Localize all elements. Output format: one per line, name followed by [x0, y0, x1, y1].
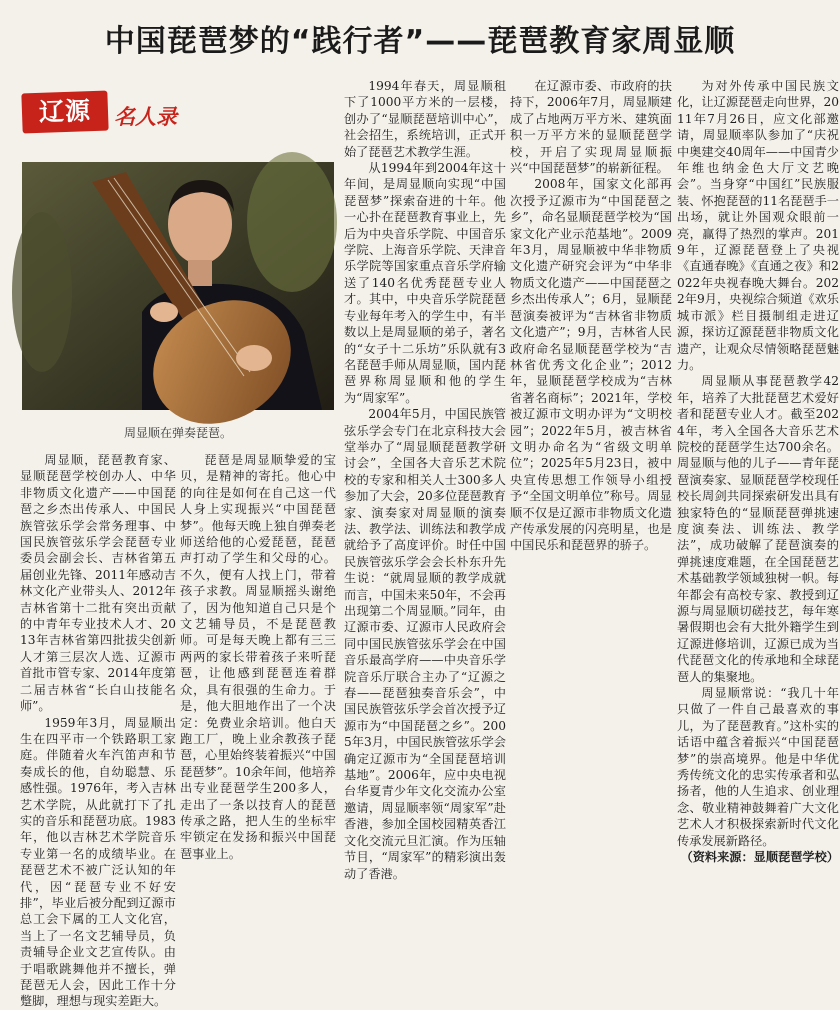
text-column-1	[20, 452, 176, 1009]
paragraph-bio: 周显顺，琵琶教育家、显顺琵琶学校创办人、中华非物质文化遗产——中国琵琶之乡杰出传承人、中国民族管弦乐学会常务理事、中国民族管弦乐学会琵琶专业委员会副会长、吉林省第五届创业先锋、2011年感动吉林文化产业带头人、2012年吉林省第十二批有突出贡献的中青年专业技术人才、2013年吉林省第四批拔尖创新人才第三层次人选、辽源市首批市管专家、2014年度第二届吉林省“长白山技能名师”。	[20, 453, 176, 714]
text-column-3	[344, 78, 506, 881]
paragraph-closing: 周显顺常说：“我几十年只做了一件自己最喜欢的事儿，为了琵琶教育。”这朴实的话语中蕴含着振兴“中国琵琶梦”的崇高境界。他是中华优秀传统文化的忠实传承者和弘扬者，他的人生追求、创业理念、敬业精神鼓舞着广大文化艺术人才积极探索新时代文化传承发展新路径。	[677, 686, 839, 848]
paragraph-world: 为对外传承中国民族文化，让辽源琵琶走向世界，2011年7月26日，应文化部邀请，周显顺率队参加了“庆祝中奥建交40周年——中国青少年维也纳金色大厅文艺晚会”。当身穿“中国红”民族服装、怀抱琵琶的11名琵琶手一出场，就让外国观众眼前一亮，赢得了热烈的掌声。2019年，辽源琵琶登上了央视《直通春晚》《直通之夜》和2022年央视春晚大舞台。2022年9月，央视综合频道《欢乐城市派》栏目摄制组走进辽源，探访辽源琵琶非物质文化遗产，让观众尽情领略琵琶魅力。	[677, 79, 839, 372]
text-column-2	[180, 452, 336, 861]
source-note: （资料来源：显顺琵琶学校）	[680, 850, 839, 865]
paragraph-teaching: 周显顺从事琵琶教学42年，培养了大批琵琶艺术爱好者和琵琶专业人才。截至2024年，考入全国各大音乐艺术院校的琵琶学生达700余名。周显顺与他的儿子——青年琵琶演奏家、显顺琵琶学校现任校长周剑共同探索研发出具有独家特色的“显顺琵琶弹挑速度演奏法、训练法、教学法”，成功破解了琵琶演奏的弹挑速度难题，在全国琵琶艺术基础教学领域独树一帜。每年都会有高校专家、教授到辽源与周显顺切磋技艺，每年寒暑假期也会有大批外籍学生到辽源进修培训，辽源已成为当代琵琶文化的传承地和全球琵琶人的集聚地。	[677, 374, 839, 684]
banner-series: 名人录	[114, 105, 177, 129]
paragraph-honors: 2008年，国家文化部再次授予辽源市为“中国琵琶之乡”，命名显顺琵琶学校为“国家文化产业示范基地”。2009年3月，周显顺被中华非物质文化遗产研究会评为“中华非物质文化遗产——中国琵琶之乡杰出传承人”；6月，显顺琵琶演奏被评为“吉林省非物质文化遗产”；9月，吉林省人民政府命名显顺琵琶学校为“吉林省优秀文化企业”；2012年，显顺琵琶学校成为“吉林省著名商标”；2021年，学校被辽源市文明办评为“文明校园”；2022年5月，被吉林省文明办命名为“省级文明单位”；2025年5月23日，被中央宣传思想工作领导小组授予“全国文明单位”称号。周显顺不仅是辽源市非物质文化遗产传承发展的闪亮明星，也是中国民乐和琵琶界的骄子。	[510, 177, 672, 553]
text-column-5	[677, 78, 839, 865]
performer-photo	[22, 162, 334, 410]
photo-caption: 周显顺在弹奏琵琶。	[123, 426, 232, 440]
paragraph-1994: 1994年春天，周显顺租下了1000平方米的一层楼，创办了“显顺琵琶培训中心”，社会招生，系统培训，正式开始了琵琶艺术教学生涯。	[344, 79, 506, 159]
paragraph-dream: 琵琶是周显顺挚爱的宝贝，是精神的寄托。他心中的向往是如何在自己这一代人身上实现振兴“中国琵琶梦”。他每天晚上独自弹奏老师送给他的心爱琵琶，琵琶声打动了学生和父母的心。不久，便有人找上门，带着孩子求教。周显顺摇头谢绝了，因为他知道自己只是个文艺辅导员，不是琵琶教师。可是每天晚上都有三三两两的家长带着孩子来听琵琶，让他感到琵琶连着群众，具有很强的生命力。于是，他大胆地作出了一个决定：免费业余培训。他白天跑工厂，晚上业余教孩子琵琶，心里始终装着振兴“中国琵琶梦”。10余年间，他培养出专业琵琶学生200多人，走出了一条以技育人的琵琶传承之路，把人生的坐标牢牢锁定在发扬和振兴中国琵琶事业上。	[180, 453, 336, 861]
photo-illustration	[22, 162, 334, 410]
column-banner	[22, 92, 192, 138]
article-headline: 中国琵琶梦的“践行者”——琵琶教育家周显顺	[104, 24, 736, 59]
paragraph-2004: 2004年5月，中国民族管弦乐学会专门在北京科技大会堂举办了“周显顺琵琶教学研讨会”，全国各大音乐艺术院校的专家和相关人士300多人参加了大会，20多位琵琶教育家、演奏家对周显顺的演奏法、教学法、训练法和教学成就给予了高度评价。时任中国民族管弦乐学会会长朴东升先生说：“就周显顺的教学成就而言，中国未来50年，不会再出现第二个周显顺。”同年，由辽源市委、辽源市人民政府会同中国民族管弦乐学会在中国音乐最高学府——中央音乐学院音乐厅联合主办了“辽源之春——琵琶独奏音乐会”，中国民族管弦乐学会首次授予辽源市为“中国琵琶之乡”。2005年3月，中国民族管弦乐学会确定辽源市为“全国琵琶培训基地”。2006年，应中央电视台华夏青少年文化交流办公室邀请，周显顺率领“周家军”赴香港，参加全国校园精英香江文化交流元旦汇演。作为压轴节目，“周家军”的精彩演出轰动了香港。	[344, 407, 506, 881]
paragraph-early-life: 1959年3月，周显顺出生在四平市一个铁路职工家庭。伴随着火车汽笛声和节奏成长的他，自幼聪慧、乐感性强。1976年，考入吉林艺术学院，从此就打下了扎实的音乐和琵琶功底。1983年，他以吉林艺术学院音乐专业第一名的成绩毕业。在琵琶艺术不被广泛认知的年代，因“琵琶专业不好安排”，毕业后被分配到辽源市总工会下属的工人文化宫，当上了一名文艺辅导员，负责辅导企业文艺宣传队。由于唱歌跳舞他并不擅长，弹琵琶无人会，因此工作十分蹩脚，理想与现实差距大。	[20, 715, 176, 1009]
paragraph-school: 在辽源市委、市政府的扶持下，2006年7月，周显顺建成了占地两万平方米、建筑面积一万平方米的显顺琵琶学校，开启了实现周显顺振兴“中国琵琶梦”的崭新征程。	[510, 79, 672, 176]
text-column-4	[510, 78, 672, 843]
paragraph-decade: 从1994年到2004年这十年间，是周显顺向实现“中国琵琶梦”探索奋进的十年。他一心扑在琵琶教育事业上，先后为中央音乐学院、中国音乐学院、上海音乐学院、天津音乐学院等国家重点音乐学府输送了140名优秀琵琶专业人才。其中，中央音乐学院琵琶专业每年考入的学生中，有半数以上是周显顺的弟子，著名的“女子十二乐坊”乐队就有3名琵琶手师从周显顺，国内琵琶界称周显顺和他的学生为“周家军”。	[344, 161, 506, 405]
banner-place: 辽源	[21, 91, 108, 134]
